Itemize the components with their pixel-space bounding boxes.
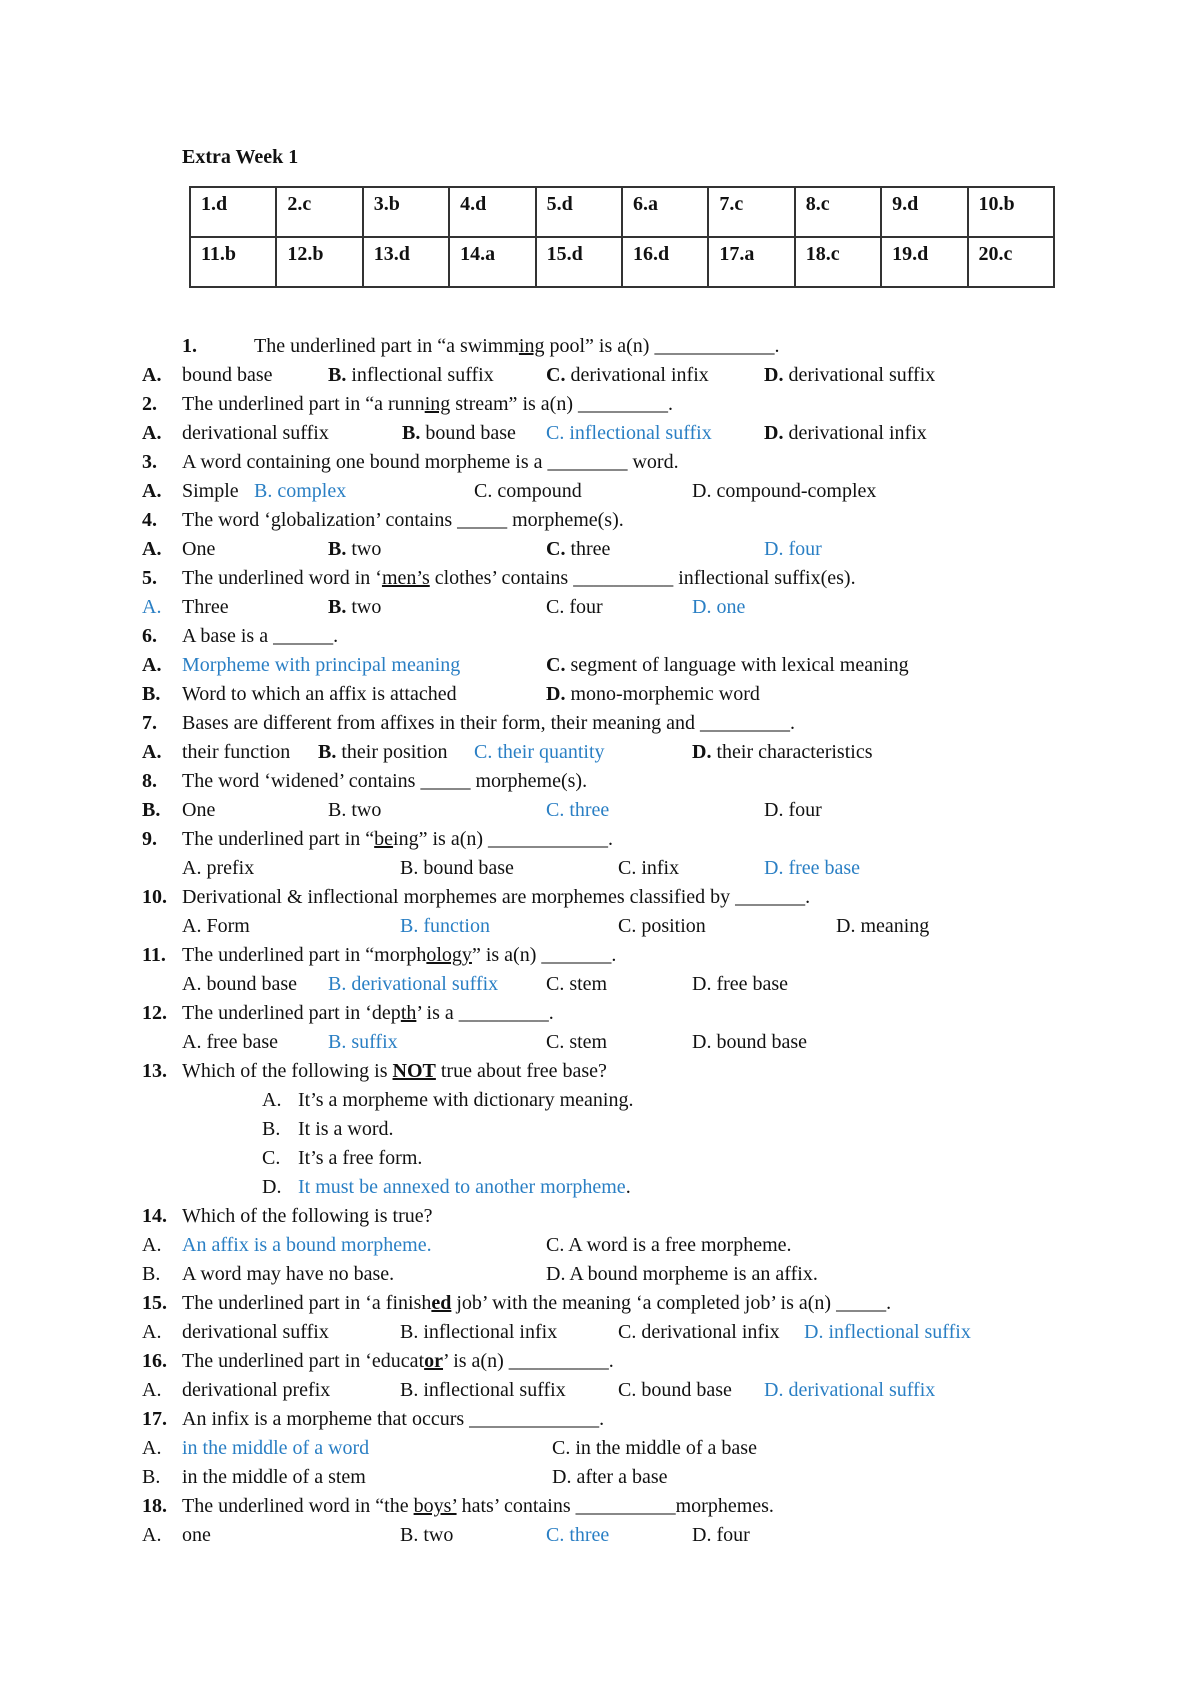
question-text: An infix is a morpheme that occurs _____________.	[182, 1408, 605, 1430]
answer-key-cell: 8.c	[795, 187, 881, 237]
answer-key-row	[190, 237, 1054, 287]
question-text: The underlined part in “morphology” is a(n) _______.	[182, 944, 617, 966]
question-text: The underlined word in “the boys’ hats’ contains __________morphemes.	[182, 1495, 774, 1517]
option-label: A.	[142, 1321, 162, 1343]
answer-key-table	[189, 186, 1055, 288]
question-number: 11.	[142, 944, 166, 966]
options-row	[0, 1320, 1200, 1349]
option-c-correct: C. three	[546, 799, 610, 821]
question-text: The underlined part in “a swimming pool” is a(n) ____________.	[254, 335, 780, 357]
option-a: A. free base	[182, 1031, 279, 1053]
option-a: one	[182, 1524, 211, 1546]
option-d: D. derivational suffix	[764, 364, 936, 386]
options-row	[0, 972, 1200, 1001]
option-c: C. bound base	[618, 1379, 732, 1401]
option-b: B. inflectional infix	[400, 1321, 558, 1343]
option-c: C. in the middle of a base	[552, 1437, 757, 1459]
option-a: A. bound base	[182, 973, 297, 995]
option-a: Three	[182, 596, 229, 618]
option-a: derivational prefix	[182, 1379, 331, 1401]
question-text: Derivational & inflectional morphemes are morphemes classified by _______.	[182, 886, 811, 908]
option-c: C. segment of language with lexical meaning	[546, 654, 909, 676]
options-row	[0, 682, 1200, 711]
option-label: A.	[142, 654, 162, 676]
option-d: D. A bound morpheme is an affix.	[546, 1263, 818, 1285]
option-label: B.	[142, 799, 161, 821]
question-text: The underlined part in ‘educator’ is a(n) __________.	[182, 1350, 614, 1372]
options-row	[0, 798, 1200, 827]
question-7	[0, 711, 1200, 740]
question-text: The underlined part in “being” is a(n) ____________.	[182, 828, 614, 850]
question-3	[0, 450, 1200, 479]
options-row	[0, 479, 1200, 508]
question-text: The word ‘globalization’ contains _____ morpheme(s).	[182, 509, 624, 531]
options-row	[0, 653, 1200, 682]
question-2	[0, 392, 1200, 421]
question-number: 17.	[142, 1408, 167, 1430]
question-text: The underlined part in ‘a finished job’ with the meaning ‘a completed job’ is a(n) _____.	[182, 1292, 892, 1314]
answer-key-cell: 6.a	[622, 187, 708, 237]
options-row	[0, 1465, 1200, 1494]
option-a: their function	[182, 741, 291, 763]
answer-key-cell: 9.d	[881, 187, 967, 237]
option-d: D. four	[764, 799, 822, 821]
question-5	[0, 566, 1200, 595]
answer-key-cell: 17.a	[708, 237, 794, 287]
option-c: C. derivational infix	[618, 1321, 780, 1343]
option-b: in the middle of a stem	[182, 1466, 366, 1488]
answer-key-cell: 18.c	[795, 237, 881, 287]
option-d-correct: It must be annexed to another morpheme.	[298, 1176, 631, 1198]
option-label: A.	[142, 1234, 162, 1256]
option-d: D. meaning	[836, 915, 930, 937]
question-10	[0, 885, 1200, 914]
question-11	[0, 943, 1200, 972]
option-c: C. stem	[546, 1031, 608, 1053]
question-number: 5.	[142, 567, 157, 589]
answer-key-row	[190, 187, 1054, 237]
option-a: bound base	[182, 364, 273, 386]
question-text: The underlined part in “a running stream” is a(n) _________.	[182, 393, 673, 415]
answer-key-cell: 1.d	[190, 187, 276, 237]
answer-key-cell: 12.b	[276, 237, 362, 287]
option-label: A.	[142, 422, 162, 444]
option-c: C. infix	[618, 857, 680, 879]
option-c-correct: C. three	[546, 1524, 610, 1546]
option-a-correct: Morpheme with principal meaning	[182, 654, 461, 676]
options-row	[0, 856, 1200, 885]
option-label: A.	[262, 1089, 282, 1111]
option-b-correct: B. complex	[254, 480, 347, 502]
option-b: Word to which an affix is attached	[182, 683, 457, 705]
options-row	[0, 363, 1200, 392]
question-13	[0, 1059, 1200, 1088]
option-c: C. A word is a free morpheme.	[546, 1234, 792, 1256]
option-label: B.	[142, 683, 161, 705]
option-d-correct: D. one	[692, 596, 746, 618]
option-label: A.	[142, 1437, 162, 1459]
option-label: A.	[142, 1379, 162, 1401]
option-b: B. bound base	[402, 422, 516, 444]
option-b: B. inflectional suffix	[328, 364, 494, 386]
option-d-correct: D. inflectional suffix	[804, 1321, 971, 1343]
answer-key-cell: 4.d	[449, 187, 535, 237]
answer-key-cell: 3.b	[363, 187, 449, 237]
answer-key-cell: 19.d	[881, 237, 967, 287]
option-a: derivational suffix	[182, 1321, 329, 1343]
question-text: The underlined part in ‘depth’ is a _________.	[182, 1002, 554, 1024]
option-label: D.	[262, 1176, 282, 1198]
options-row	[0, 537, 1200, 566]
option-label: A.	[142, 480, 162, 502]
option-b: B. two	[328, 799, 382, 821]
question-12	[0, 1001, 1200, 1030]
option-label: A.	[142, 1524, 162, 1546]
option-b: B. two	[328, 596, 382, 618]
option-c: C. three	[546, 538, 611, 560]
option-a-correct: An affix is a bound morpheme.	[182, 1234, 432, 1256]
question-number: 9.	[142, 828, 157, 850]
options-row	[0, 1030, 1200, 1059]
answer-key-cell: 16.d	[622, 237, 708, 287]
option-label: B.	[142, 1466, 161, 1488]
options-row	[0, 740, 1200, 769]
question-9	[0, 827, 1200, 856]
option-c: It’s a free form.	[298, 1147, 423, 1169]
question-18	[0, 1494, 1200, 1523]
option-b: B. bound base	[400, 857, 514, 879]
option-d: D. their characteristics	[692, 741, 873, 763]
question-text: A word containing one bound morpheme is a ________ word.	[182, 451, 679, 473]
question-8	[0, 769, 1200, 798]
options-row	[0, 1378, 1200, 1407]
option-b-correct: B. suffix	[328, 1031, 398, 1053]
option-label: B.	[262, 1118, 281, 1140]
option-label: A.	[142, 538, 162, 560]
answer-key-cell: 10.b	[968, 187, 1054, 237]
option-a: A. Form	[182, 915, 250, 937]
option-a: One	[182, 538, 216, 560]
option-d: D. free base	[692, 973, 789, 995]
question-number: 14.	[142, 1205, 167, 1227]
answer-key-cell: 5.d	[536, 187, 622, 237]
option-a: One	[182, 799, 216, 821]
question-17	[0, 1407, 1200, 1436]
option-a: derivational suffix	[182, 422, 329, 444]
option-d: D. after a base	[552, 1466, 668, 1488]
question-text: A base is a ______.	[182, 625, 339, 647]
question-number: 7.	[142, 712, 157, 734]
option-b-correct: B. function	[400, 915, 490, 937]
option-b: It is a word.	[298, 1118, 394, 1140]
options-row	[0, 914, 1200, 943]
option-b: B. two	[400, 1524, 454, 1546]
question-6	[0, 624, 1200, 653]
option-label: A.	[142, 596, 162, 618]
options-row	[0, 421, 1200, 450]
option-a-correct: in the middle of a word	[182, 1437, 370, 1459]
option-b: A word may have no base.	[182, 1263, 395, 1285]
option-a: Simple	[182, 480, 239, 502]
option-d-correct: D. four	[764, 538, 822, 560]
question-number: 2.	[142, 393, 157, 415]
question-number: 6.	[142, 625, 157, 647]
question-16	[0, 1349, 1200, 1378]
option-d: D. compound-complex	[692, 480, 877, 502]
option-a: It’s a morpheme with dictionary meaning.	[298, 1089, 634, 1111]
option-b-correct: B. derivational suffix	[328, 973, 499, 995]
question-number: 15.	[142, 1292, 167, 1314]
options-row	[0, 1175, 1200, 1204]
question-number: 18.	[142, 1495, 167, 1517]
option-c: C. compound	[474, 480, 582, 502]
answer-key-cell: 2.c	[276, 187, 362, 237]
option-d: D. bound base	[692, 1031, 807, 1053]
option-d: D. mono-morphemic word	[546, 683, 760, 705]
options-row	[0, 595, 1200, 624]
answer-key-cell: 15.d	[536, 237, 622, 287]
option-d-correct: D. derivational suffix	[764, 1379, 936, 1401]
option-c: C. four	[546, 596, 603, 618]
answer-key-cell: 20.c	[968, 237, 1054, 287]
options-row	[0, 1088, 1200, 1117]
option-label: B.	[142, 1263, 161, 1285]
question-text: The underlined word in ‘men’s clothes’ contains __________ inflectional suffix(es).	[182, 567, 856, 589]
question-number: 3.	[142, 451, 157, 473]
question-text: Bases are different from affixes in their form, their meaning and _________.	[182, 712, 795, 734]
options-row	[0, 1146, 1200, 1175]
answer-key-cell: 7.c	[708, 187, 794, 237]
question-text: Which of the following is NOT true about free base?	[182, 1060, 607, 1082]
question-number: 8.	[142, 770, 157, 792]
question-text: Which of the following is true?	[182, 1205, 433, 1227]
option-a: A. prefix	[182, 857, 255, 879]
question-number: 12.	[142, 1002, 167, 1024]
question-number: 1.	[182, 335, 197, 357]
question-1	[0, 334, 1200, 363]
question-number: 4.	[142, 509, 157, 531]
option-c: C. derivational infix	[546, 364, 709, 386]
option-d-correct: D. free base	[764, 857, 861, 879]
option-c-correct: C. their quantity	[474, 741, 605, 763]
option-d: D. derivational infix	[764, 422, 927, 444]
answer-key-cell: 11.b	[190, 237, 276, 287]
option-b: B. inflectional suffix	[400, 1379, 566, 1401]
options-row	[0, 1233, 1200, 1262]
option-label: C.	[262, 1147, 281, 1169]
question-4	[0, 508, 1200, 537]
options-row	[0, 1117, 1200, 1146]
option-b: B. their position	[318, 741, 448, 763]
question-number: 10.	[142, 886, 167, 908]
question-number: 13.	[142, 1060, 167, 1082]
options-row	[0, 1523, 1200, 1552]
option-c-correct: C. inflectional suffix	[546, 422, 712, 444]
question-text: The word ‘widened’ contains _____ morpheme(s).	[182, 770, 588, 792]
answer-key-cell: 13.d	[363, 237, 449, 287]
option-b: B. two	[328, 538, 382, 560]
answer-key-cell: 14.a	[449, 237, 535, 287]
question-number: 16.	[142, 1350, 167, 1372]
option-c: C. stem	[546, 973, 608, 995]
question-15	[0, 1291, 1200, 1320]
options-row	[0, 1436, 1200, 1465]
question-14	[0, 1204, 1200, 1233]
options-row	[0, 1262, 1200, 1291]
option-label: A.	[142, 364, 162, 386]
document-title: Extra Week 1	[182, 146, 299, 168]
option-d: D. four	[692, 1524, 750, 1546]
option-c: C. position	[618, 915, 706, 937]
option-label: A.	[142, 741, 162, 763]
